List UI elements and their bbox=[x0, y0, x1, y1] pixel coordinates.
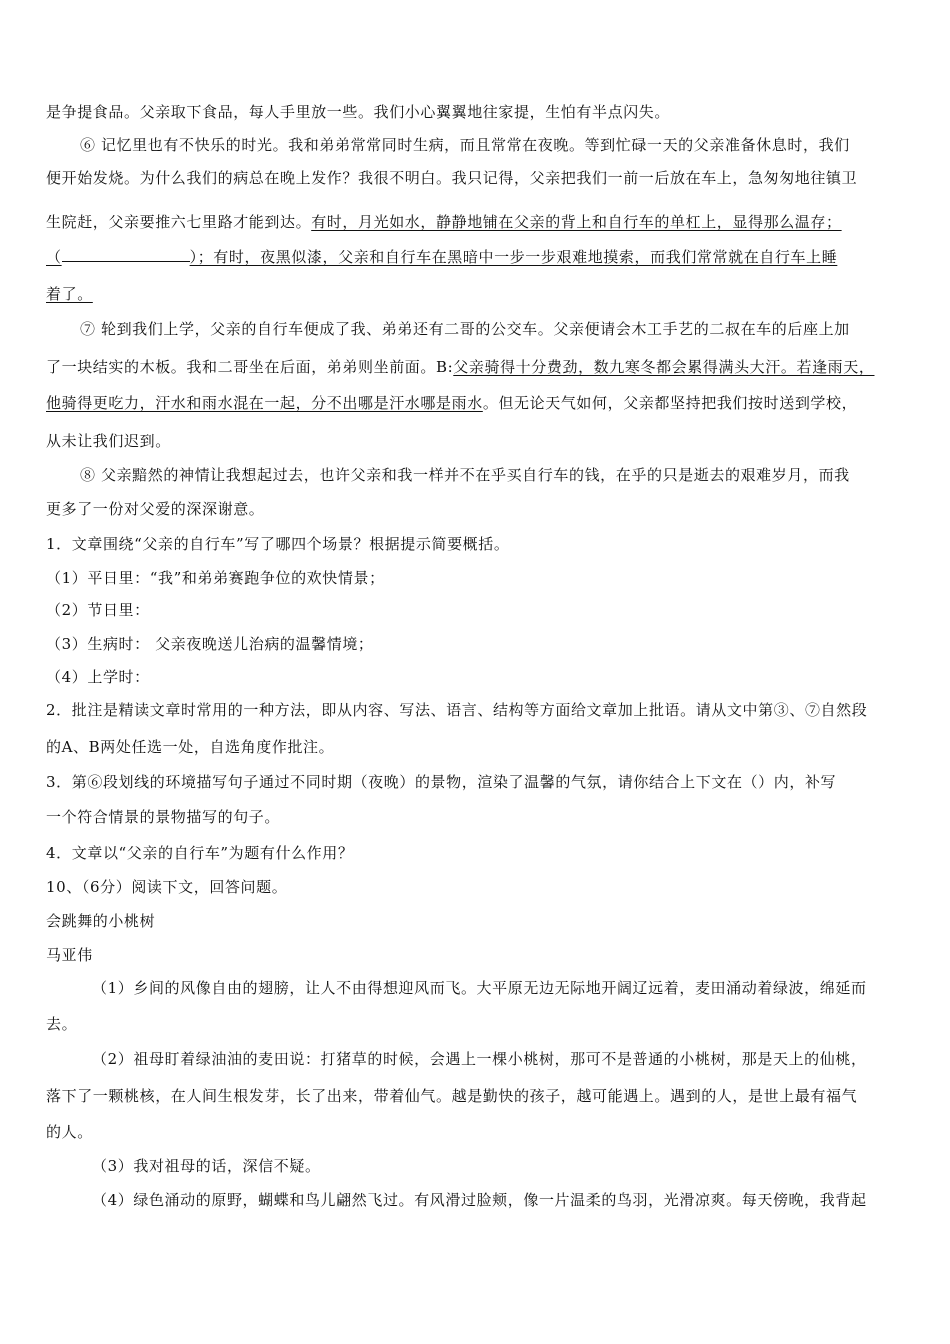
paragraph-6-line: ⑥ 记忆里也有不快乐的时光。我和弟弟常常同时生病，而且常常在夜晚。等到忙碌一天的父亲准备休息时，我们 bbox=[80, 136, 850, 154]
paragraph-6-line bbox=[46, 246, 910, 268]
paragraph-6-line bbox=[46, 283, 910, 305]
underlined-sentence: 父亲骑得十分费劲，数九寒冬都会累得满头大汗。若逢雨天， bbox=[453, 358, 875, 376]
question-1-item: （3）生病时： 父亲夜晚送儿治病的温馨情境； bbox=[46, 635, 374, 653]
underlined-sentence: （ bbox=[46, 248, 62, 266]
underlined-sentence: ）；有时，夜黑似漆，父亲和自行车在黑暗中一步一步艰难地摸索，而我们常常就在自行车上睡 bbox=[189, 248, 838, 266]
paragraph-8-line: ⑧ 父亲黯然的神情让我想起过去，也许父亲和我一样并不在乎买自行车的钱，在乎的只是逝去的艰难岁月，而我 bbox=[80, 466, 850, 484]
article-paragraph-line: 去。 bbox=[46, 1015, 78, 1033]
paragraph-7-line: ⑦ 轮到我们上学，父亲的自行车便成了我、弟弟还有二哥的公交车。父亲便请会木工手艺的二叔在车的后座上加 bbox=[80, 320, 850, 338]
article-title: 会跳舞的小桃树 bbox=[46, 912, 156, 930]
question-2: 的A、B两处任选一处，自选角度作批注。 bbox=[46, 738, 335, 756]
article-paragraph-line: 的人。 bbox=[46, 1123, 93, 1141]
question-4: 4．文章以“父亲的自行车”为题有什么作用？ bbox=[46, 844, 354, 862]
text-span: 了一块结实的木板。我和二哥坐在后面，弟弟则坐前面。B: bbox=[46, 358, 454, 376]
paragraph-7-line bbox=[46, 356, 910, 378]
text-span: 。但无论天气如何，父亲都坚持把我们按时送到学校， bbox=[482, 394, 858, 412]
paragraph-8-line: 更多了一份对父爱的深深谢意。 bbox=[46, 500, 265, 518]
underlined-sentence: 有时，月光如水，静静地铺在父亲的背上和自行车的单杠上，显得那么温存； bbox=[311, 213, 842, 231]
text-span: 生院赶，父亲要推六七里路才能到达。 bbox=[46, 213, 312, 231]
article-paragraph-line: 落下了一颗桃核，在人间生根发芽，长了出来，带着仙气。越是勤快的孩子，越可能遇上。遇到的人，是世上最有福气 bbox=[46, 1087, 858, 1105]
fill-in-blank bbox=[62, 247, 190, 262]
text-line: 是争提食品。父亲取下食品，每人手里放一些。我们小心翼翼地往家提，生怕有半点闪失。 bbox=[46, 103, 671, 121]
question-3: 一个符合情景的景物描写的句子。 bbox=[46, 808, 281, 826]
section-10-heading: 10、（6分）阅读下文，回答问题。 bbox=[46, 878, 288, 896]
question-1-item: （1）平日里：“我”和弟弟赛跑争位的欢快情景； bbox=[46, 569, 385, 587]
article-paragraph-line: （2）祖母盯着绿油油的麦田说：打猪草的时候，会遇上一棵小桃树，那可不是普通的小桃树，那是天上的仙桃， bbox=[92, 1050, 867, 1068]
question-1-item: （2）节日里： bbox=[46, 601, 150, 619]
underlined-sentence: 他骑得更吃力，汗水和雨水混在一起，分不出哪是汗水哪是雨水 bbox=[46, 394, 483, 412]
paragraph-6-line bbox=[46, 211, 910, 233]
paragraph-6-line: 便开始发烧。为什么我们的病总在晚上发作？我很不明白。我只记得，父亲把我们一前一后放在车上，急匆匆地往镇卫 bbox=[46, 169, 858, 187]
article-author: 马亚伟 bbox=[46, 946, 93, 964]
paragraph-7-line bbox=[46, 392, 910, 414]
question-1-item: （4）上学时： bbox=[46, 668, 150, 686]
question-2: 2．批注是精读文章时常用的一种方法，即从内容、写法、语言、结构等方面给文章加上批语。请从文中第③、⑦自然段 bbox=[46, 701, 868, 719]
question-1: 1．文章围绕“父亲的自行车”写了哪四个场景？根据提示简要概括。 bbox=[46, 535, 510, 553]
article-paragraph-line: （1）乡间的风像自由的翅膀，让人不由得想迎风而飞。大平原无边无际地开阔辽远着，麦田涌动着绿波，绵延而 bbox=[92, 979, 867, 997]
question-3: 3．第⑥段划线的环境描写句子通过不同时期（夜晚）的景物，渲染了温馨的气氛，请你结合上下文在（）内，补写 bbox=[46, 773, 837, 791]
article-paragraph-line: （4）绿色涌动的原野，蝴蝶和鸟儿翩然飞过。有风滑过脸颊，像一片温柔的鸟羽，光滑凉爽。每天傍晚，我背起 bbox=[92, 1191, 867, 1209]
article-paragraph-line: （3）我对祖母的话，深信不疑。 bbox=[92, 1157, 321, 1175]
underlined-sentence: 着了。 bbox=[46, 285, 93, 303]
paragraph-7-line: 从未让我们迟到。 bbox=[46, 432, 171, 450]
